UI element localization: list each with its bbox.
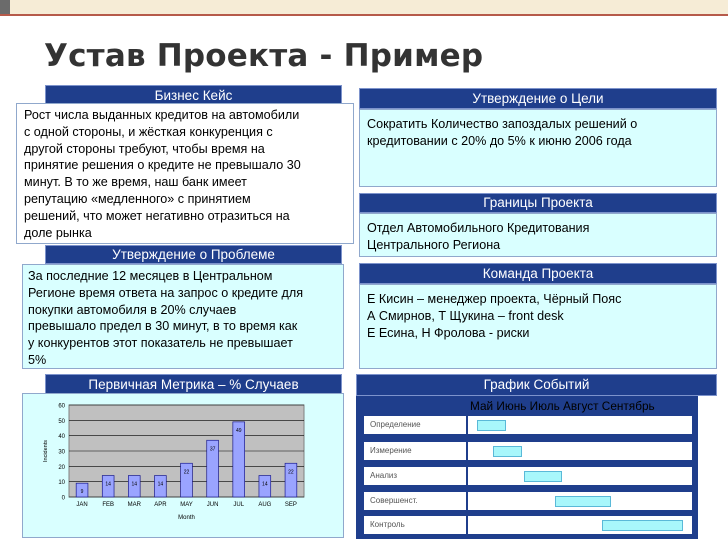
bar-value-label: 49 [235,427,242,434]
top-decor-bar [0,0,728,16]
business-case-box [16,103,354,244]
bar-value-label: 22 [288,469,294,476]
y-tick-label: 10 [58,480,65,487]
x-tick-label: SEP [284,502,297,508]
problem-line: покупки автомобиля в 20% случаев [28,302,237,317]
schedule-header: График Событий [356,374,717,396]
schedule-months: Май Июнь Июль Август Сентябрь [470,399,655,413]
business_case-line: решений, что может негативно отразиться на [24,208,290,223]
business_case-line: Рост числа выданных кредитов на автомобили [24,108,300,122]
schedule-phase-bar [493,446,522,457]
y-tick-label: 50 [58,418,65,425]
bar-value-label: 14 [262,481,268,488]
business_case-line: минут. В то же время, наш банк имеет [24,175,247,190]
team-box [359,284,717,369]
x-tick-label: FEB [102,502,115,508]
business_case-line: другой стороны требуют, чтобы время на [24,141,265,156]
goal-line: Сократить Количество запоздалых решений о [367,117,638,131]
team-line: А Смирнов, Т Щукина – front desk [367,308,564,323]
page-title: Устав Проекта - Пример [44,38,484,74]
x-tick-label: MAR [127,502,141,508]
schedule-phase-bar [602,520,683,531]
schedule-phase-label: Совершенст. [364,492,466,510]
schedule-phase-track [468,516,692,534]
problem-line: Регионе время ответа на запрос о кредите для [28,285,304,300]
scope-line: Центрального Региона [367,237,501,252]
schedule-phase-label: Контроль [364,516,466,534]
x-tick-label: JUN [206,502,219,508]
schedule-gantt [356,396,698,539]
y-tick-label: 60 [58,403,65,410]
schedule-phase-label: Анализ [364,467,466,485]
y-tick-label: 20 [58,464,65,471]
x-tick-label: JUL [233,502,245,508]
schedule-phase-label: Измерение [364,442,466,460]
bar-value-label: 9 [80,489,84,496]
business_case-line: с одной стороны, и жёсткая конкуренция с [24,124,273,139]
metric-chart-panel [22,393,344,538]
x-tick-label: JAN [76,502,88,508]
scope-header: Границы Проекта [359,193,717,213]
team-line: Е Есина, Н Фролова - риски [367,325,530,340]
incidents-bar-chart [23,394,343,537]
problem-line: За последние 12 месяцев в Центральном [28,269,273,283]
business_case-line: принятие решения о кредите не превышало 30 [24,158,301,173]
goal-box [359,109,717,187]
problem-header: Утверждение о Проблеме [45,245,342,264]
problem-box [22,264,344,369]
bar-value-label: 14 [105,481,111,488]
x-tick-label: MAY [180,502,193,508]
y-tick-label: 30 [58,449,65,456]
business_case-line: репутацию «медленного» с принятием [24,191,251,206]
scope-box [359,213,717,257]
problem-line: превышало предел в 30 минут, в то время как [28,319,298,334]
problem-line: 5% [28,352,47,367]
bar-value-label: 14 [131,481,138,488]
schedule-phase-track [468,467,692,485]
business-case-header: Бизнес Кейс [45,85,342,106]
bar-value-label: 14 [157,481,164,488]
schedule-phase-label: Определение [364,416,466,434]
team-header: Команда Проекта [359,263,717,284]
y-axis-label: Incidents [43,439,49,463]
schedule-phase-track [468,416,692,434]
bar-value-label: 37 [209,446,216,453]
schedule-phase-track [468,492,692,510]
problem-line: у конкурентов этот показатель не превышает [28,336,293,351]
team-line: Е Кисин – менеджер проекта, Чёрный Пояс [367,292,622,306]
x-tick-label: AUG [258,502,272,508]
schedule-phase-bar [524,471,562,482]
schedule-phase-bar [477,420,506,431]
schedule-phase-track [468,442,692,460]
y-tick-label: 0 [61,495,65,502]
business_case-line: доле рынка [24,225,92,240]
bar-value-label: 22 [183,469,190,476]
top-decor-corner [0,0,10,14]
metric-header: Первичная Метрика – % Случаев [45,374,342,395]
goal-header: Утверждение о Цели [359,88,717,109]
y-tick-label: 40 [58,434,65,441]
goal-line: кредитовании с 20% до 5% к июню 2006 года [367,133,632,148]
x-axis-label: Month [178,515,195,521]
scope-line: Отдел Автомобильного Кредитования [367,221,590,235]
schedule-phase-bar [555,496,611,507]
x-tick-label: APR [154,502,167,508]
